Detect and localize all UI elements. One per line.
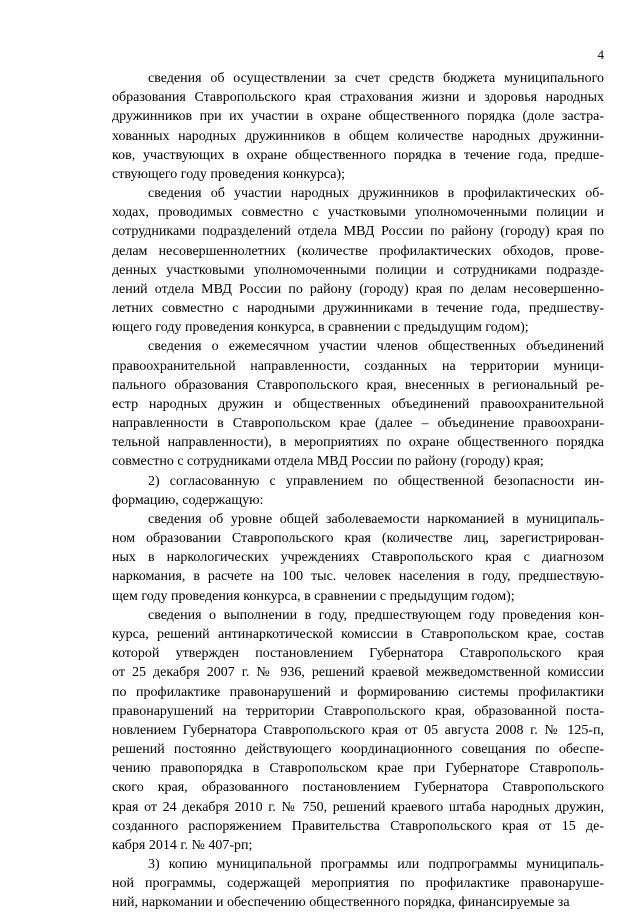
text-line: решений постоянно действующего координационного совещания по обеспе- — [112, 742, 604, 758]
text-line: от 25 декабря 2007 г. № 936, решений краевой межведомственной комиссии — [112, 665, 604, 681]
text-line: направленности в Ставропольском крае (далее – объединение правоохрани- — [112, 416, 604, 432]
text-line: ков, участвующих в охране общественного порядка в течение года, предше- — [112, 147, 604, 163]
text-line: правоохранительной направленности, созданных на территории муници- — [112, 358, 604, 374]
text-line: сведения об участии народных дружинников в профилактических об- — [148, 186, 604, 202]
text-line: сведения об уровне общей заболеваемости наркоманией в муниципаль- — [148, 511, 604, 527]
paragraph — [112, 855, 604, 913]
text-line: летних совместно с народными дружинниками в течение года, предшеству- — [112, 301, 604, 317]
text-line: кабря 2014 г. № 407-рп; — [112, 837, 253, 853]
paragraph — [112, 510, 604, 606]
text-line: ных в наркологических учреждениях Ставропольского края с диагнозом — [112, 550, 604, 566]
paragraph — [112, 337, 604, 471]
text-line: естр народных дружин и общественных объединений правоохранительной — [112, 396, 604, 412]
paragraph — [112, 472, 604, 510]
text-line: ний, наркомании и обеспечению общественного порядка, финансируемые за — [112, 895, 570, 911]
text-line: тельной направленности), в мероприятиях по охране общественного порядка — [112, 435, 604, 451]
paragraph — [112, 606, 604, 855]
text-line: ном образовании Ставропольского края (количестве лиц, зарегистрирован- — [112, 531, 604, 547]
text-line: по профилактике правонарушений и формированию системы профилактики — [112, 684, 604, 700]
text-line: 3) копию муниципальной программы или подпрограммы муниципаль- — [148, 857, 604, 873]
document-body — [112, 69, 604, 913]
text-line: края от 24 декабря 2010 г. № 750, решений краевого штаба народных дружин, — [112, 799, 604, 815]
text-line: чению правопорядка в Ставропольском крае при Губернаторе Ставрополь- — [112, 761, 604, 777]
text-line: лений отдела МВД России по району (городу) края по делам несовершенно- — [112, 281, 604, 297]
text-line: ходах, проводимых совместно с участковыми уполномоченными полиции и — [112, 205, 604, 221]
text-line: которой утвержден постановлением Губернатора Ставропольского края — [112, 646, 604, 662]
text-line: сведения об осуществлении за счет средств бюджета муниципального — [148, 71, 604, 86]
text-line: щем году проведения конкурса, в сравнении с предыдущим годом); — [112, 588, 515, 604]
text-line: делам несовершеннолетних (количестве профилактических обходов, прове- — [112, 243, 604, 259]
text-line: денных участковыми уполномоченными полиции и сотрудниками подразде- — [112, 262, 604, 278]
text-line: совместно с сотрудниками отдела МВД России по району (городу) края; — [112, 454, 544, 470]
text-line: образования Ставропольского края страхования жизни и здоровья народных — [112, 90, 604, 106]
text-line: ной программы, содержащей мероприятия по профилактике правонаруше- — [112, 876, 604, 892]
text-line: сотрудниками подразделений отдела МВД России по району (городу) края по — [112, 224, 604, 240]
text-line: ющего году проведения конкурса, в сравнении с предыдущим годом); — [112, 320, 529, 336]
text-line: наркомания, в расчете на 100 тыс. человек населения в году, предшествую- — [112, 569, 604, 585]
text-line: ствующего году проведения конкурса); — [112, 166, 346, 182]
page-number: 4 — [597, 47, 604, 62]
text-line: формацию, содержащую: — [112, 492, 264, 508]
text-line: дружинников при их участии в охране общественного порядка (доле застра- — [112, 109, 604, 125]
paragraph — [112, 184, 604, 337]
text-line: ского края, образованного постановлением Губернатора Ставропольского — [112, 780, 604, 796]
text-line: правонарушений на территории Ставропольского края, образованной поста- — [112, 703, 604, 719]
text-line: сведения о выполнении в году, предшествующем году проведения кон- — [148, 607, 604, 623]
text-line: курса, решений антинаркотической комиссии в Ставропольском крае, состав — [112, 626, 604, 642]
text-line: хованных народных дружинников в общем количестве народных дружинни- — [112, 128, 604, 144]
text-line: пального образования Ставропольского края, внесенных в региональный ре- — [112, 377, 604, 393]
text-line: 2) согласованную с управлением по общественной безопасности ин- — [148, 473, 604, 489]
text-line: новлением Губернатора Ставропольского края от 05 августа 2008 г. № 125-п, — [112, 722, 604, 738]
text-line: сведения о ежемесячном участии членов общественных объединений — [148, 339, 604, 355]
text-line: созданного распоряжением Правительства Ставропольского края от 15 де- — [112, 818, 604, 834]
paragraph — [112, 69, 604, 184]
